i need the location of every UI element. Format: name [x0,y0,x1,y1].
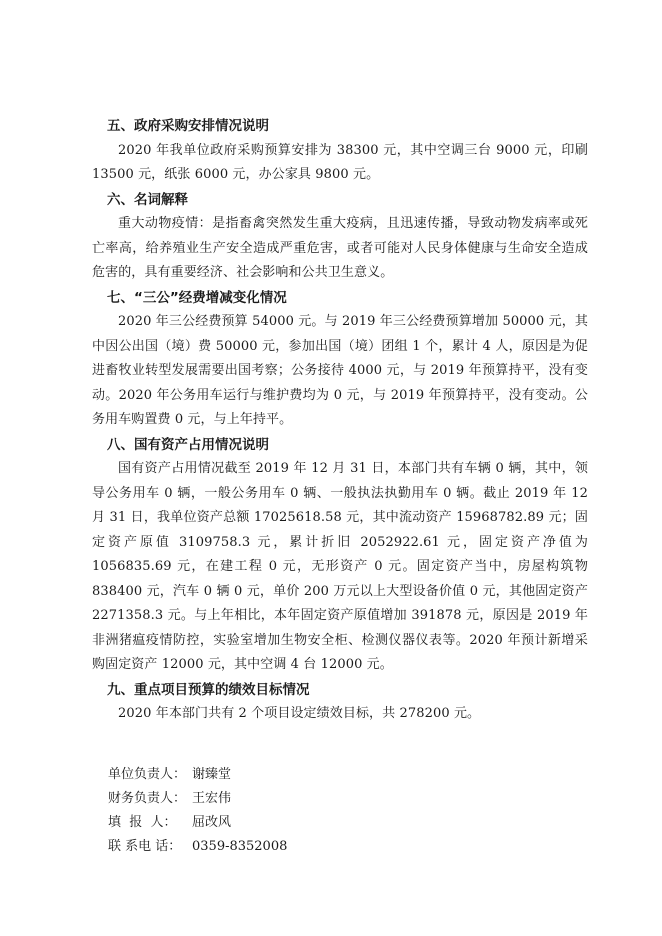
signature-line-unit-head [92,763,588,787]
signature-value: 0359-8352008 [192,838,288,854]
section-heading: 五、政府采购安排情况说明 [107,118,269,134]
section-heading: 七、“三公”经费增减变化情况 [107,289,287,306]
document-body [92,114,588,859]
signature-block [92,763,588,859]
signature-line-reporter [92,811,588,835]
section-paragraph: 重大动物疫情：是指畜禽突然发生重大疫病，且迅速传播，导致动物发病率或死亡率高，给养殖业生产安全造成严重危害，或者可能对人民身体健康与生命安全造成危害的，具有重要经济、社会影响和公共卫生意义。 [92,216,588,280]
section-state-assets [92,433,588,678]
section-paragraph: 2020 年三公经费预算 54000 元。与 2019 年三公经费预算增加 50000 元，其中因公出国（境）费 50000 元，参加出国（境）团组 1 个，累计 4 人，原因是为促进畜牧业转型发展需要出国考察；公务接待 4000 元，与 2019 年预算持平，没有变动。2020 年公务用车运行与维护费均为 0 元，与 2019 年预算持平，没有变动。公务用车购置费 0 元，与上年持平。 [92,314,588,427]
signature-line-finance-head [92,787,588,811]
spacer [92,727,588,763]
section-paragraph: 2020 年我单位政府采购预算安排为 38300 元，其中空调三台 9000 元，印刷 13500 元，纸张 6000 元，办公家具 9800 元。 [92,142,588,182]
section-heading: 八、国有资产占用情况说明 [107,436,269,453]
signature-label: 填 报 人： [108,814,177,830]
signature-label: 单位负责人： [108,766,187,782]
section-heading: 九、重点项目预算的绩效目标情况 [107,681,310,698]
section-performance-targets [92,678,588,727]
signature-line-phone [92,835,588,859]
signature-value: 屈改风 [192,814,232,830]
section-heading: 六、名词解释 [107,191,188,208]
section-three-public-expenses [92,286,588,433]
section-paragraph: 2020 年本部门共有 2 个项目设定绩效目标，共 278200 元。 [118,706,481,721]
section-glossary [92,188,588,286]
signature-label: 财务负责人： [108,790,187,806]
signature-value: 王宏伟 [192,790,232,806]
signature-label: 联 系电 话： [108,838,182,854]
section-government-procurement [92,114,588,188]
signature-value: 谢臻堂 [192,766,232,782]
section-paragraph: 国有资产占用情况截至 2019 年 12 月 31 日，本部门共有车辆 0 辆，其中，领导公务用车 0 辆，一般公务用车 0 辆、一般执法执勤用车 0 辆。截止 2019 年 12 月 31 日，我单位资产总额 17025618.58 元，其中流动资产 15968782.89 元；固定资产原值 3109758.3 元，累计折旧 2052922.61 元，固定资产净值为 1056835.69 元，在建工程 0 元，无形资产 0 元。固定资产当中，房屋构筑物 838400 元，汽车 0 辆 0 元，单价 200 万元以上大型设备价值 0 元，其他固定资产 2271358.3 元。与上年相比，本年固定资产原值增加 391878 元，原因是 2019 年非洲猪瘟疫情防控，实验室增加生物安全柜、检测仪器仪表等。2020 年预计新增采购固定资产 12000 元，其中空调 4 台 12000 元。 [92,461,588,672]
